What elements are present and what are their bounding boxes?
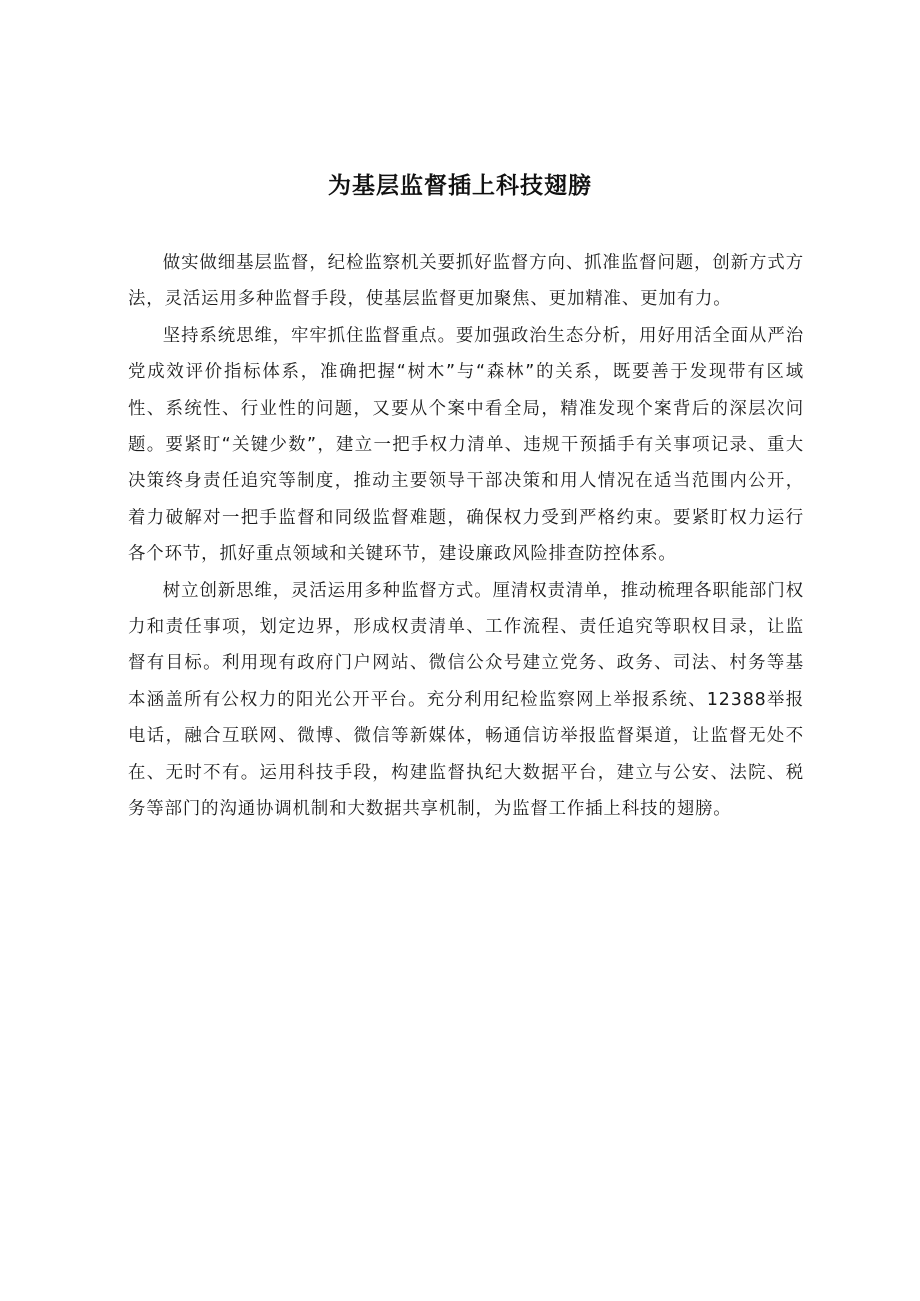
document-title: 为基层监督插上科技翅膀 — [328, 173, 592, 199]
paragraph-intro: 做实做细基层监督，纪检监察机关要抓好监督方向、抓准监督问题，创新方式方法，灵活运用多种监督手段，使基层监督更加聚焦、更加精准、更加有力。 — [128, 253, 804, 310]
paragraph-innovation-thinking: 树立创新思维，灵活运用多种监督方式。厘清权责清单，推动梳理各职能部门权力和责任事项，划定边界，形成权责清单、工作流程、责任追究等职权目录，让监督有目标。利用现有政府门户网站、微信公众号建立党务、政务、司法、村务等基本涵盖所有公权力的阳光公开平台。充分利用纪检监察网上举报系统、12388举报电话，融合互联网、微博、微信等新媒体，畅通信访举报监督渠道，让监督无处不在、无时不有。运用科技手段，构建监督执纪大数据平台，建立与公安、法院、税务等部门的沟通协调机制和大数据共享机制，为监督工作插上科技的翅膀。 — [128, 580, 804, 820]
document-body — [128, 245, 804, 828]
paragraph-systems-thinking: 坚持系统思维，牢牢抓住监督重点。要加强政治生态分析，用好用活全面从严治党成效评价指标体系，准确把握“树木”与“森林”的关系，既要善于发现带有区域性、系统性、行业性的问题，又要从个案中看全局，精准发现个案背后的深层次问题。要紧盯“关键少数”，建立一把手权力清单、违规干预插手有关事项记录、重大决策终身责任追究等制度，推动主要领导干部决策和用人情况在适当范围内公开，着力破解对一把手监督和同级监督难题，确保权力受到严格约束。要紧盯权力运行各个环节，抓好重点领域和关键环节，建设廉政风险排查防控体系。 — [128, 325, 804, 565]
